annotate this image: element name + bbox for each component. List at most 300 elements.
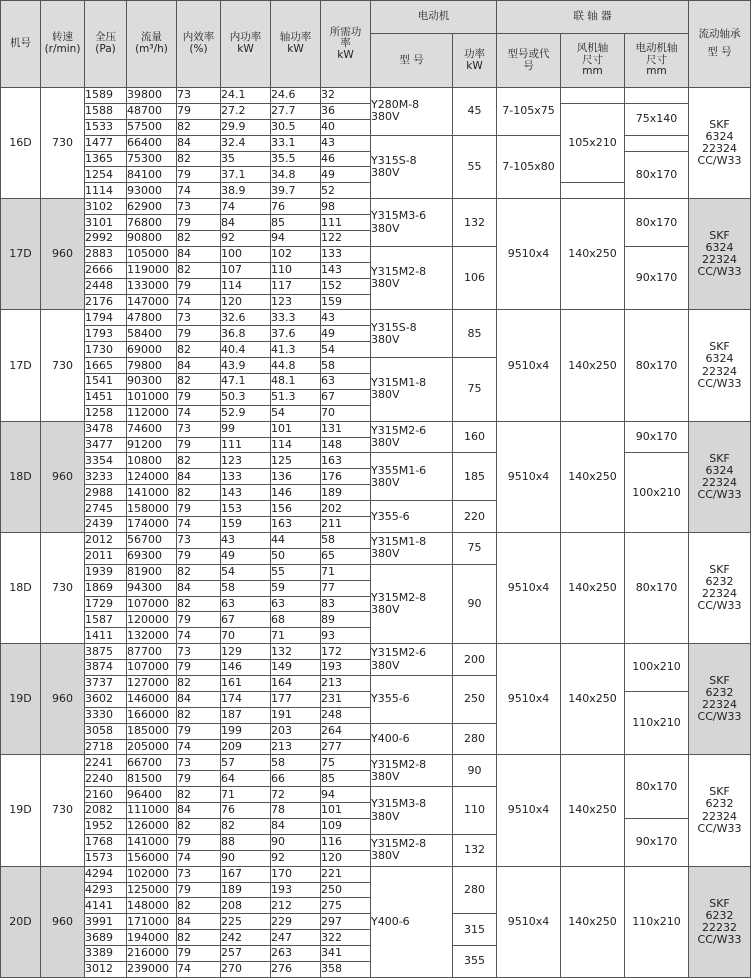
flow-cell: 147000 (127, 294, 177, 310)
flow-cell: 124000 (127, 469, 177, 485)
flow-cell: 94300 (127, 580, 177, 596)
flow-cell: 57500 (127, 119, 177, 135)
flow-cell: 141000 (127, 834, 177, 850)
speed-cell: 730 (41, 88, 85, 199)
efficiency-cell: 82 (177, 787, 221, 803)
shaft-power-cell: 276 (271, 961, 321, 977)
total-pressure-cell: 2439 (85, 517, 127, 533)
total-pressure-cell: 3478 (85, 421, 127, 437)
header-internal-efficiency: 内效率 (%) (177, 1, 221, 88)
motor-model-cell: Y355-6 (371, 501, 453, 533)
table-row (1, 246, 751, 262)
total-pressure-cell: 2176 (85, 294, 127, 310)
efficiency-cell: 74 (177, 628, 221, 644)
bearing-model-cell: SKF 6232 22324 CC/W33 (689, 532, 751, 643)
motor-power-cell: 132 (453, 834, 497, 866)
internal-power-cell: 153 (221, 501, 271, 517)
required-power-cell: 248 (321, 707, 371, 723)
shaft-power-cell: 101 (271, 421, 321, 437)
flow-cell: 194000 (127, 930, 177, 946)
shaft-power-cell: 263 (271, 946, 321, 962)
efficiency-cell: 74 (177, 739, 221, 755)
fan-shaft-size-cell (561, 88, 625, 104)
flow-cell: 107000 (127, 596, 177, 612)
total-pressure-cell: 2448 (85, 278, 127, 294)
machine-no-cell: 17D (1, 199, 41, 310)
required-power-cell: 58 (321, 358, 371, 374)
required-power-cell: 63 (321, 374, 371, 390)
efficiency-cell: 79 (177, 834, 221, 850)
machine-no-cell: 17D (1, 310, 41, 421)
required-power-cell: 231 (321, 691, 371, 707)
required-power-cell: 32 (321, 88, 371, 104)
motor-model-cell: Y315M2-8 380V (371, 246, 453, 310)
total-pressure-cell: 1258 (85, 405, 127, 421)
internal-power-cell: 120 (221, 294, 271, 310)
internal-power-cell: 90 (221, 850, 271, 866)
internal-power-cell: 143 (221, 485, 271, 501)
efficiency-cell: 79 (177, 103, 221, 119)
motor-model-cell: Y280M-8 380V (371, 88, 453, 136)
total-pressure-cell: 3991 (85, 914, 127, 930)
motor-power-cell: 220 (453, 501, 497, 533)
speed-cell: 730 (41, 310, 85, 421)
table-body (1, 88, 751, 978)
motor-power-cell: 75 (453, 358, 497, 422)
shaft-power-cell: 72 (271, 787, 321, 803)
efficiency-cell: 73 (177, 866, 221, 882)
efficiency-cell: 82 (177, 898, 221, 914)
shaft-power-cell: 58 (271, 755, 321, 771)
fan-shaft-size-cell (561, 183, 625, 199)
shaft-power-cell: 191 (271, 707, 321, 723)
table-row (1, 453, 751, 469)
shaft-power-cell: 63 (271, 596, 321, 612)
motor-shaft-size-cell (625, 135, 689, 151)
table-row (1, 88, 751, 104)
header-shaft-power: 轴功率 kW (271, 1, 321, 88)
shaft-power-cell: 125 (271, 453, 321, 469)
motor-shaft-size-cell: 80x170 (625, 532, 689, 643)
required-power-cell: 152 (321, 278, 371, 294)
required-power-cell: 85 (321, 771, 371, 787)
total-pressure-cell: 3354 (85, 453, 127, 469)
motor-power-cell: 160 (453, 421, 497, 453)
total-pressure-cell: 2883 (85, 246, 127, 262)
required-power-cell: 98 (321, 199, 371, 215)
required-power-cell: 213 (321, 675, 371, 691)
bearing-model-cell: SKF 6232 22324 CC/W33 (689, 755, 751, 866)
flow-cell: 84100 (127, 167, 177, 183)
header-motor-power: 功率 kW (453, 34, 497, 88)
flow-cell: 47800 (127, 310, 177, 326)
internal-power-cell: 57 (221, 755, 271, 771)
internal-power-cell: 159 (221, 517, 271, 533)
shaft-power-cell: 92 (271, 850, 321, 866)
shaft-power-cell: 68 (271, 612, 321, 628)
internal-power-cell: 133 (221, 469, 271, 485)
internal-power-cell: 114 (221, 278, 271, 294)
shaft-power-cell: 203 (271, 723, 321, 739)
total-pressure-cell: 2011 (85, 548, 127, 564)
motor-power-cell: 185 (453, 453, 497, 501)
shaft-power-cell: 84 (271, 818, 321, 834)
coupling-model-cell: 9510x4 (497, 310, 561, 421)
efficiency-cell: 79 (177, 723, 221, 739)
machine-no-cell: 19D (1, 644, 41, 755)
total-pressure-cell: 1573 (85, 850, 127, 866)
header-row-top (1, 1, 751, 34)
total-pressure-cell: 1451 (85, 389, 127, 405)
efficiency-cell: 84 (177, 691, 221, 707)
machine-no-cell: 18D (1, 421, 41, 532)
total-pressure-cell: 4141 (85, 898, 127, 914)
motor-power-cell: 250 (453, 675, 497, 723)
flow-cell: 74600 (127, 421, 177, 437)
efficiency-cell: 74 (177, 517, 221, 533)
motor-model-cell: Y315M2-6 380V (371, 644, 453, 676)
efficiency-cell: 82 (177, 818, 221, 834)
efficiency-cell: 82 (177, 485, 221, 501)
internal-power-cell: 225 (221, 914, 271, 930)
machine-no-cell: 18D (1, 532, 41, 643)
machine-no-cell: 16D (1, 88, 41, 199)
machine-no-cell: 20D (1, 866, 41, 977)
required-power-cell: 172 (321, 644, 371, 660)
required-power-cell: 277 (321, 739, 371, 755)
flow-cell: 66700 (127, 755, 177, 771)
total-pressure-cell: 1365 (85, 151, 127, 167)
motor-power-cell: 75 (453, 532, 497, 564)
internal-power-cell: 70 (221, 628, 271, 644)
internal-power-cell: 161 (221, 675, 271, 691)
total-pressure-cell: 2666 (85, 262, 127, 278)
motor-shaft-size-cell: 80x170 (625, 151, 689, 199)
flow-cell: 81500 (127, 771, 177, 787)
total-pressure-cell: 2745 (85, 501, 127, 517)
internal-power-cell: 74 (221, 199, 271, 215)
motor-power-cell: 90 (453, 564, 497, 643)
internal-power-cell: 49 (221, 548, 271, 564)
table-row (1, 310, 751, 326)
required-power-cell: 65 (321, 548, 371, 564)
header-motor-shaft-size: 电动机轴尺寸 mm (625, 34, 689, 88)
total-pressure-cell: 2160 (85, 787, 127, 803)
coupling-model-cell: 9510x4 (497, 532, 561, 643)
total-pressure-cell: 3233 (85, 469, 127, 485)
shaft-power-cell: 24.6 (271, 88, 321, 104)
coupling-model-cell: 9510x4 (497, 644, 561, 755)
shaft-power-cell: 193 (271, 882, 321, 898)
shaft-power-cell: 170 (271, 866, 321, 882)
flow-cell: 91200 (127, 437, 177, 453)
flow-cell: 69000 (127, 342, 177, 358)
flow-cell: 107000 (127, 660, 177, 676)
required-power-cell: 341 (321, 946, 371, 962)
required-power-cell: 40 (321, 119, 371, 135)
total-pressure-cell: 3477 (85, 437, 127, 453)
shaft-power-cell: 30.5 (271, 119, 321, 135)
flow-cell: 62900 (127, 199, 177, 215)
efficiency-cell: 73 (177, 532, 221, 548)
internal-power-cell: 63 (221, 596, 271, 612)
efficiency-cell: 82 (177, 151, 221, 167)
required-power-cell: 77 (321, 580, 371, 596)
motor-model-cell: Y315S-8 380V (371, 310, 453, 358)
shaft-power-cell: 51.3 (271, 389, 321, 405)
shaft-power-cell: 34.8 (271, 167, 321, 183)
shaft-power-cell: 71 (271, 628, 321, 644)
motor-shaft-size-cell (625, 88, 689, 104)
motor-power-cell: 280 (453, 723, 497, 755)
shaft-power-cell: 78 (271, 803, 321, 819)
shaft-power-cell: 146 (271, 485, 321, 501)
required-power-cell: 43 (321, 135, 371, 151)
shaft-power-cell: 117 (271, 278, 321, 294)
internal-power-cell: 43.9 (221, 358, 271, 374)
internal-power-cell: 29.9 (221, 119, 271, 135)
shaft-power-cell: 33.3 (271, 310, 321, 326)
internal-power-cell: 189 (221, 882, 271, 898)
efficiency-cell: 79 (177, 660, 221, 676)
efficiency-cell: 82 (177, 930, 221, 946)
total-pressure-cell: 3389 (85, 946, 127, 962)
efficiency-cell: 79 (177, 771, 221, 787)
flow-cell: 119000 (127, 262, 177, 278)
internal-power-cell: 36.8 (221, 326, 271, 342)
required-power-cell: 75 (321, 755, 371, 771)
internal-power-cell: 32.4 (221, 135, 271, 151)
total-pressure-cell: 1869 (85, 580, 127, 596)
internal-power-cell: 58 (221, 580, 271, 596)
internal-power-cell: 52.9 (221, 405, 271, 421)
required-power-cell: 221 (321, 866, 371, 882)
motor-shaft-size-cell: 110x210 (625, 866, 689, 977)
flow-cell: 101000 (127, 389, 177, 405)
efficiency-cell: 84 (177, 358, 221, 374)
required-power-cell: 358 (321, 961, 371, 977)
flow-cell: 76800 (127, 215, 177, 231)
efficiency-cell: 74 (177, 850, 221, 866)
motor-model-cell: Y315M2-8 380V (371, 755, 453, 787)
efficiency-cell: 84 (177, 135, 221, 151)
motor-shaft-size-cell: 75x140 (625, 103, 689, 135)
efficiency-cell: 82 (177, 707, 221, 723)
internal-power-cell: 99 (221, 421, 271, 437)
shaft-power-cell: 212 (271, 898, 321, 914)
flow-cell: 105000 (127, 246, 177, 262)
motor-shaft-size-cell: 110x210 (625, 691, 689, 755)
total-pressure-cell: 1794 (85, 310, 127, 326)
required-power-cell: 71 (321, 564, 371, 580)
required-power-cell: 211 (321, 517, 371, 533)
speed-cell: 960 (41, 644, 85, 755)
internal-power-cell: 257 (221, 946, 271, 962)
efficiency-cell: 82 (177, 374, 221, 390)
required-power-cell: 264 (321, 723, 371, 739)
internal-power-cell: 64 (221, 771, 271, 787)
efficiency-cell: 82 (177, 262, 221, 278)
total-pressure-cell: 3058 (85, 723, 127, 739)
motor-model-cell: Y315M3-6 380V (371, 199, 453, 247)
efficiency-cell: 73 (177, 310, 221, 326)
total-pressure-cell: 3875 (85, 644, 127, 660)
total-pressure-cell: 2992 (85, 231, 127, 247)
bearing-model-cell: SKF 6232 22324 CC/W33 (689, 644, 751, 755)
internal-power-cell: 84 (221, 215, 271, 231)
motor-model-cell: Y315S-8 380V (371, 135, 453, 199)
motor-model-cell: Y400-6 (371, 723, 453, 755)
header-motor-model: 型 号 (371, 34, 453, 88)
total-pressure-cell: 2988 (85, 485, 127, 501)
motor-shaft-size-cell: 80x170 (625, 310, 689, 421)
bearing-model-cell: SKF 6324 22324 CC/W33 (689, 88, 751, 199)
internal-power-cell: 43 (221, 532, 271, 548)
internal-power-cell: 37.1 (221, 167, 271, 183)
internal-power-cell: 92 (221, 231, 271, 247)
efficiency-cell: 74 (177, 183, 221, 199)
total-pressure-cell: 2241 (85, 755, 127, 771)
flow-cell: 90800 (127, 231, 177, 247)
shaft-power-cell: 132 (271, 644, 321, 660)
required-power-cell: 58 (321, 532, 371, 548)
speed-cell: 730 (41, 755, 85, 866)
motor-power-cell: 90 (453, 755, 497, 787)
required-power-cell: 49 (321, 326, 371, 342)
motor-power-cell: 55 (453, 135, 497, 199)
flow-cell: 205000 (127, 739, 177, 755)
table-row (1, 421, 751, 437)
motor-shaft-size-cell: 90x170 (625, 246, 689, 310)
header-speed: 转速 (r/min) (41, 1, 85, 88)
efficiency-cell: 82 (177, 231, 221, 247)
required-power-cell: 176 (321, 469, 371, 485)
internal-power-cell: 111 (221, 437, 271, 453)
shaft-power-cell: 50 (271, 548, 321, 564)
internal-power-cell: 88 (221, 834, 271, 850)
internal-power-cell: 100 (221, 246, 271, 262)
required-power-cell: 159 (321, 294, 371, 310)
efficiency-cell: 74 (177, 961, 221, 977)
flow-cell: 127000 (127, 675, 177, 691)
shaft-power-cell: 76 (271, 199, 321, 215)
flow-cell: 111000 (127, 803, 177, 819)
fan-shaft-size-cell: 140x250 (561, 755, 625, 866)
total-pressure-cell: 3602 (85, 691, 127, 707)
efficiency-cell: 79 (177, 612, 221, 628)
total-pressure-cell: 1589 (85, 88, 127, 104)
fan-shaft-size-cell: 105x210 (561, 103, 625, 182)
efficiency-cell: 79 (177, 501, 221, 517)
efficiency-cell: 74 (177, 405, 221, 421)
internal-power-cell: 32.6 (221, 310, 271, 326)
header-coupling-group: 联 轴 器 (497, 1, 689, 34)
table-row (1, 135, 751, 151)
required-power-cell: 131 (321, 421, 371, 437)
fan-shaft-size-cell: 140x250 (561, 866, 625, 977)
required-power-cell: 148 (321, 437, 371, 453)
internal-power-cell: 146 (221, 660, 271, 676)
efficiency-cell: 84 (177, 914, 221, 930)
required-power-cell: 93 (321, 628, 371, 644)
shaft-power-cell: 110 (271, 262, 321, 278)
flow-cell: 87700 (127, 644, 177, 660)
efficiency-cell: 82 (177, 675, 221, 691)
header-fan-shaft-size: 风机轴尺寸 mm (561, 34, 625, 88)
flow-cell: 39800 (127, 88, 177, 104)
efficiency-cell: 82 (177, 596, 221, 612)
machine-no-cell: 19D (1, 755, 41, 866)
total-pressure-cell: 1254 (85, 167, 127, 183)
coupling-model-cell: 9510x4 (497, 421, 561, 532)
required-power-cell: 193 (321, 660, 371, 676)
fan-shaft-size-cell: 140x250 (561, 199, 625, 310)
internal-power-cell: 76 (221, 803, 271, 819)
motor-model-cell: Y355M1-6 380V (371, 453, 453, 501)
header-internal-power: 内功率 kW (221, 1, 271, 88)
total-pressure-cell: 1411 (85, 628, 127, 644)
internal-power-cell: 209 (221, 739, 271, 755)
total-pressure-cell: 1477 (85, 135, 127, 151)
total-pressure-cell: 3012 (85, 961, 127, 977)
total-pressure-cell: 1952 (85, 818, 127, 834)
efficiency-cell: 82 (177, 564, 221, 580)
total-pressure-cell: 3330 (85, 707, 127, 723)
shaft-power-cell: 102 (271, 246, 321, 262)
total-pressure-cell: 2012 (85, 532, 127, 548)
required-power-cell: 46 (321, 151, 371, 167)
efficiency-cell: 79 (177, 882, 221, 898)
required-power-cell: 322 (321, 930, 371, 946)
speed-cell: 730 (41, 532, 85, 643)
shaft-power-cell: 55 (271, 564, 321, 580)
efficiency-cell: 79 (177, 437, 221, 453)
internal-power-cell: 174 (221, 691, 271, 707)
motor-shaft-size-cell: 80x170 (625, 755, 689, 819)
total-pressure-cell: 1114 (85, 183, 127, 199)
total-pressure-cell: 3874 (85, 660, 127, 676)
internal-power-cell: 167 (221, 866, 271, 882)
required-power-cell: 250 (321, 882, 371, 898)
flow-cell: 146000 (127, 691, 177, 707)
efficiency-cell: 73 (177, 421, 221, 437)
bearing-model-cell: SKF 6324 22324 CC/W33 (689, 310, 751, 421)
internal-power-cell: 40.4 (221, 342, 271, 358)
header-total-pressure: 全压 (Pa) (85, 1, 127, 88)
motor-shaft-size-cell: 90x170 (625, 421, 689, 453)
internal-power-cell: 54 (221, 564, 271, 580)
header-bearing: 流动轴承 型 号 (689, 1, 751, 88)
motor-model-cell: Y355-6 (371, 675, 453, 723)
total-pressure-cell: 1730 (85, 342, 127, 358)
table-row (1, 866, 751, 882)
total-pressure-cell: 1793 (85, 326, 127, 342)
flow-cell: 148000 (127, 898, 177, 914)
total-pressure-cell: 1665 (85, 358, 127, 374)
flow-cell: 81900 (127, 564, 177, 580)
required-power-cell: 70 (321, 405, 371, 421)
motor-power-cell: 315 (453, 914, 497, 946)
efficiency-cell: 73 (177, 88, 221, 104)
bearing-model-cell: SKF 6232 22232 CC/W33 (689, 866, 751, 977)
efficiency-cell: 79 (177, 215, 221, 231)
motor-power-cell: 110 (453, 787, 497, 835)
total-pressure-cell: 1587 (85, 612, 127, 628)
header-machine-no: 机号 (1, 1, 41, 88)
shaft-power-cell: 59 (271, 580, 321, 596)
flow-cell: 216000 (127, 946, 177, 962)
motor-model-cell: Y315M2-6 380V (371, 421, 453, 453)
